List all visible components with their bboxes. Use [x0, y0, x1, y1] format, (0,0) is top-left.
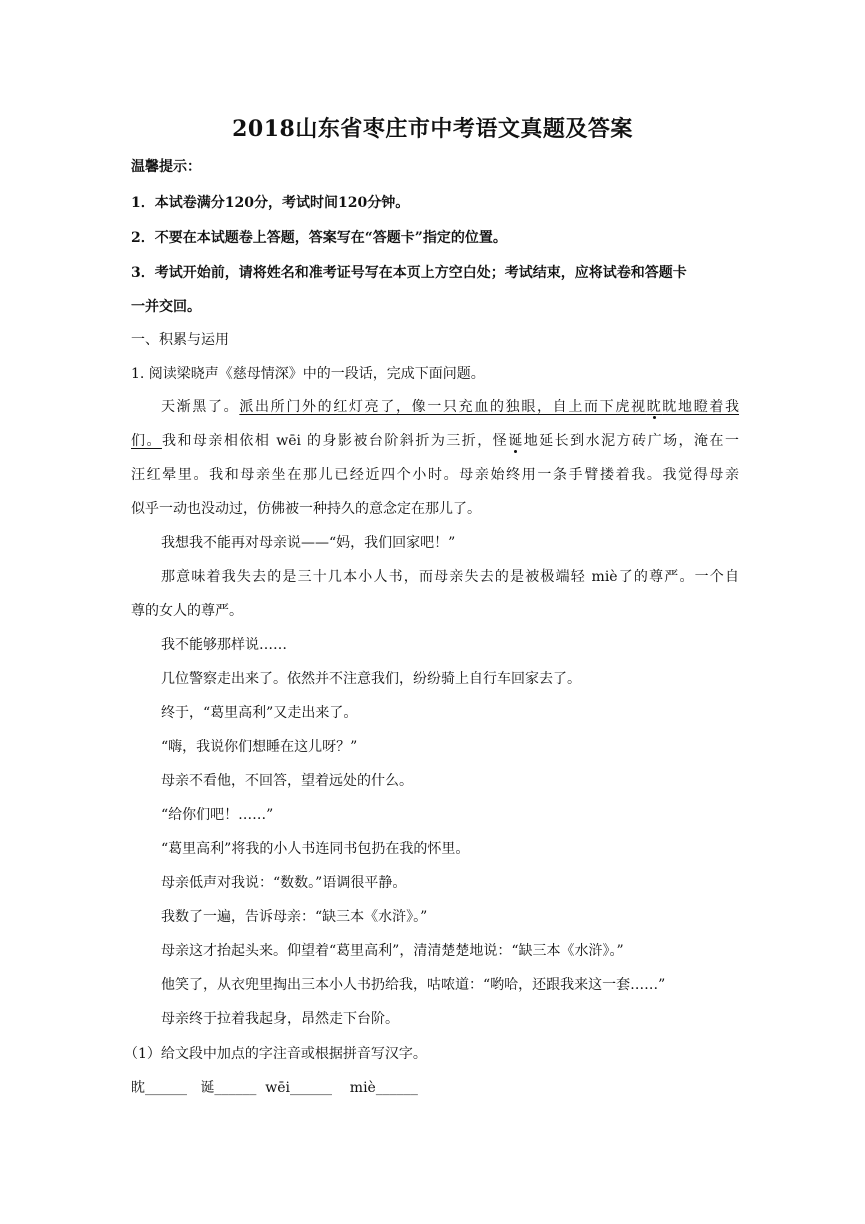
- passage-line: [131, 431, 739, 451]
- passage-line: [161, 397, 739, 417]
- passage-text: 天渐黑了。: [161, 399, 240, 415]
- dotted-char: 诞: [508, 433, 524, 449]
- passage-line: 他笑了，从衣兜里掏出三本小人书扔给我，咕哝道：“哟哈，还跟我来这一套……”: [161, 977, 666, 993]
- notice-item-3: 3．考试开始前，请将姓名和准考证号写在本页上方空白处；考试结束，应将试卷和答题卡: [131, 265, 687, 281]
- passage-line: 我数了一遍，告诉母亲：“缺三本《水浒》。”: [161, 909, 428, 925]
- passage-line: “嗨，我说你们想睡在这儿呀？”: [161, 739, 358, 755]
- passage-line: 那意味着我失去的是三十几本小人书，而母亲失去的是被极端轻 miè了的尊严。一个自: [161, 569, 739, 585]
- passage-line: 几位警察走出来了。依然并不注意我们，纷纷骑上自行车回家去了。: [161, 671, 581, 687]
- passage-line: 终于，“葛里高利”又走出来了。: [161, 705, 358, 721]
- underlined-sentence: 派出所门外的红灯亮了，像一只充血的独眼，自上而下虎视: [239, 399, 647, 415]
- passage-line: 汪红晕里。我和母亲坐在那儿已经近四个小时。母亲始终用一条手臂搂着我。我觉得母亲: [131, 467, 739, 483]
- passage-line: 母亲这才抬起头来。仰望着“葛里高利”，清清楚楚地说：“缺三本《水浒》。”: [161, 943, 624, 959]
- passage-line: 母亲不看他，不回答，望着远处的什么。: [161, 773, 413, 789]
- passage-text: 地延长到水泥方砖广场，淹在一: [523, 433, 739, 449]
- underlined-sentence: 们。: [131, 433, 162, 449]
- passage-line: 我想我不能再对母亲说——“妈，我们回家吧！”: [161, 535, 456, 551]
- notice-heading: 温馨提示：: [131, 159, 201, 175]
- notice-item-2: 2．不要在本试题卷上答题，答案写在“答题卡”指定的位置。: [131, 230, 507, 246]
- passage-line: “葛里高利”将我的小人书连同书包扔在我的怀里。: [161, 841, 470, 857]
- notice-item-3-cont: 一并交回。: [131, 299, 201, 315]
- dotted-char: 眈: [646, 399, 663, 415]
- passage-line: 母亲终于拉着我起身，昂然走下台阶。: [161, 1011, 399, 1027]
- passage-line: 母亲低声对我说：“数数。”语调很平静。: [161, 875, 407, 891]
- passage-line: 尊的女人的尊严。: [131, 603, 243, 619]
- section-heading: 一、积累与运用: [131, 332, 229, 348]
- passage-line: 似乎一动也没动过，仿佛被一种持久的意念定在那儿了。: [131, 501, 481, 517]
- notice-item-1: 1．本试卷满分120分，考试时间120分钟。: [131, 195, 410, 211]
- passage-text: 我和母亲相依相 wēi 的身影被台阶斜折为三折，怪: [161, 433, 509, 449]
- answer-blanks: 眈______ 诞______ wēi______ miè______: [131, 1080, 418, 1096]
- page-title: 2018山东省枣庄市中考语文真题及答案: [232, 116, 633, 142]
- passage-line: “给你们吧！……”: [161, 807, 274, 823]
- sub-question-1: （1）给文段中加点的字注音或根据拼音写汉字。: [124, 1046, 427, 1062]
- passage-line: 我不能够那样说……: [161, 637, 287, 653]
- underlined-sentence: 眈地瞪着我: [662, 399, 740, 415]
- question-1-prompt: 1. 阅读梁晓声《慈母情深》中的一段话，完成下面问题。: [131, 366, 485, 382]
